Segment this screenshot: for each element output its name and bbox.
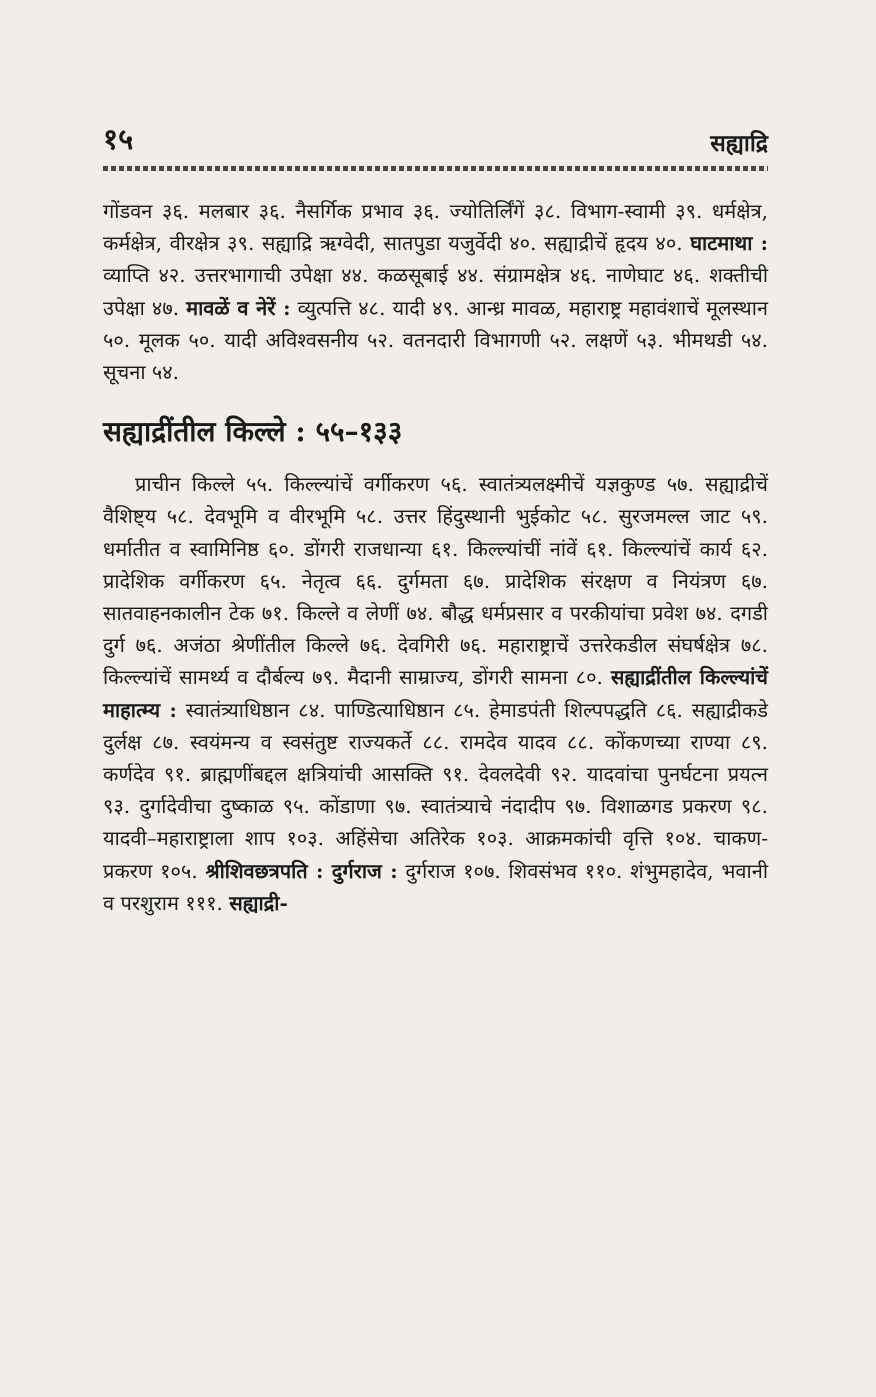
main-text: दुर्गराज १०७. शिवसंभव ११०. शंभुमहादेव, भवानी व परशुराम १११. (103, 858, 768, 915)
running-head: सह्याद्रि (710, 130, 768, 157)
main-text: प्राचीन किल्ले ५५. किल्ल्यांचें वर्गीकरण ५६. स्वातंत्र्यलक्ष्मीचें यज्ञकुण्ड ५७. सह्याद्रीचें वैशिष्ट्य ५८. देवभूमि व वीरभूमि ५८. उत्तर हिंदुस्थानी भुईकोट ५८. सुरजमल्ल जाट ५९. धर्मातीत व स्वामिनिष्ठ ६०. डोंगरी राजधान्या ६१. किल्ल्यांचीं नांवें ६१. किल्ल्यांचें कार्य ६२. प्रादेशिक वर्गीकरण ६५. नेतृत्व ६६. दुर्गमता ६७. प्रादेशिक संरक्षण व नियंत्रण ६७. सातवाहनकालीन टेक ७१. किल्ले व लेणीं ७४. बौद्ध धर्मप्रसार व परकीयांचा प्रवेश ७४. दगडी दुर्ग ७६. अजंठा श्रेणींतील किल्ले ७६. देवगिरी ७६. महाराष्ट्राचें उत्तरेकडील संघर्षक्षेत्र ७८. किल्ल्यांचें सामर्थ्य व दौर्बल्य ७९. मैदानी साम्राज्य, डोंगरी सामना ८०. (103, 472, 768, 690)
topic-heading-durgaraj: श्रीशिवछत्रपति : दुर्गराज : (205, 858, 398, 883)
topic-heading-mahatmya: सह्याद्रींतील किल्ल्यांचें माहात्म्य : (103, 665, 768, 722)
intro-text: गोंडवन ३६. मलबार ३६. नैसर्गिक प्रभाव ३६. ज्योतिर्लिंगें ३८. विभाग-स्वामी ३९. धर्मक्षेत्र, कर्मक्षेत्र, वीरक्षेत्र ३९. सह्याद्रि ऋग्वेदी, सातपुडा यजुर्वेदी ४०. सह्याद्रीचें हृदय ४०. (103, 199, 768, 256)
main-text: स्वातंत्र्याधिष्ठान ८४. पाण्डित्याधिष्ठान ८५. हेमाडपंती शिल्पपद्धति ८६. सह्याद्रीकडे दुर्लक्ष ८७. स्वयंमन्य व स्वसंतुष्ट राज्यकर्ते ८८. रामदेव यादव ८८. कोंकणच्या राण्या ८९. कर्णदेव ९१. ब्राह्मणींबद्दल क्षत्रियांची आसक्ति ९१. देवलदेवी ९२. यादवांचा पुनर्घटना प्रयत्न ९३. दुर्गादेवीचा दुष्काळ ९५. कोंडाणा ९७. स्वातंत्र्याचे नंदादीप ९७. विशाळगड प्रकरण ९८. यादवी–महाराष्ट्राला शाप १०३. अहिंसेचा अतिरेक १०३. आक्रमकांची वृत्ति १०४. चाकण-प्रकरण १०५. (103, 697, 768, 883)
topic-heading-sahyadri: सह्याद्री- (229, 890, 288, 915)
intro-text: व्युत्पत्ति ४८. यादी ४९. आन्ध्र मावळ, महाराष्ट्र महावंशाचें मूलस्थान ५०. मूलक ५०. यादी अविश्वसनीय ५२. वतनदारी विभागणी ५२. लक्षणें ५३. भीमथडी ५४. सूचना ५४. (103, 295, 768, 385)
header-rule (103, 166, 768, 171)
intro-paragraph (103, 195, 768, 388)
topic-heading-ghatmatha: घाटमाथा : (690, 231, 768, 256)
section-heading: सह्याद्रींतील किल्ले : ५५–१३३ (103, 415, 403, 449)
page-number: १५ (103, 122, 134, 156)
intro-text: व्याप्ति ४२. उत्तरभागाची उपेक्षा ४४. कळसूबाई ४४. संग्रामक्षेत्र ४६. नाणेघाट ४६. शक्तीची उपेक्षा ४७. (103, 263, 768, 320)
page-header (103, 118, 768, 158)
main-paragraph (103, 468, 768, 919)
page-body (103, 195, 768, 919)
topic-heading-mavale: मावळें व नेरें : (186, 295, 291, 320)
